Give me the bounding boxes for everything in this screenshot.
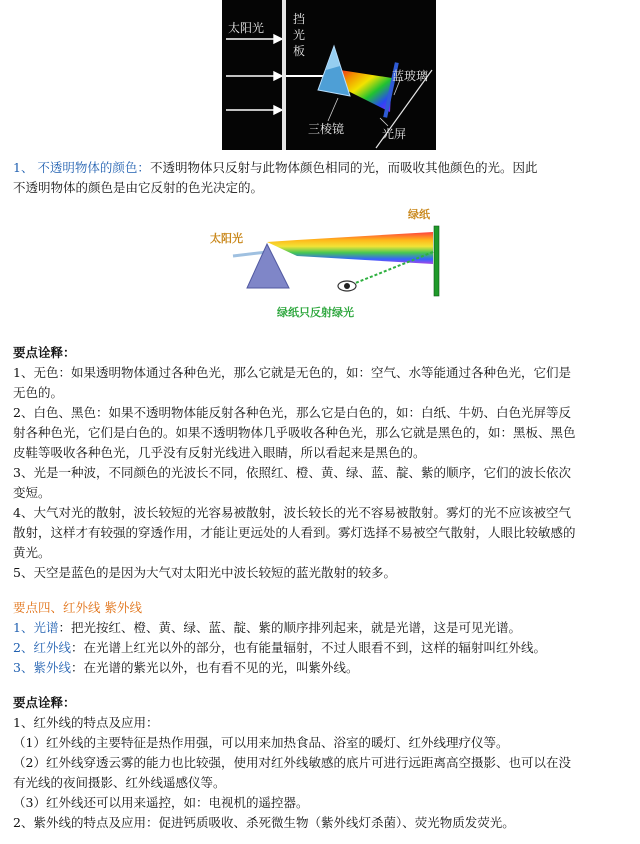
notes1-heading: 要点诠释：	[13, 345, 76, 360]
caption-green-only: 绿纸只反射绿光	[277, 306, 354, 319]
label-blue-glass: 蓝玻璃	[392, 69, 429, 83]
label-sunlight-2: 太阳光	[210, 232, 243, 245]
label-green-paper: 绿纸	[408, 208, 430, 221]
notes1-line: 无色的。	[13, 385, 64, 400]
label-board-1: 挡	[293, 12, 306, 26]
section1-lead: 1、 不透明物体的颜色：	[13, 160, 150, 175]
item-body: ：在光谱上红光以外的部分，也有能量辐射，不过人眼看不到，这样的辐射叫红外线。	[70, 640, 546, 655]
notes1-line: 皮鞋等吸收各种色光，几乎没有反射光线进入眼睛，所以看起来是黑色的。	[13, 445, 426, 460]
item-body: ：把光按红、橙、黄、绿、蓝、靛、紫的顺序排列起来，就是光谱，这是可见光谱。	[58, 620, 521, 635]
item-lead: 1、光谱	[13, 620, 59, 635]
label-board-2: 光	[293, 28, 306, 42]
notes1-line: 4、大气对光的散射，波长较短的光容易被散射，波长较长的光不容易被散射。雾灯的光不应该被空气	[13, 505, 571, 520]
green-paper-figure	[205, 200, 445, 328]
notes1-line: 3、光是一种波，不同颜色的光波长不同，依照红、橙、黄、绿、蓝、靛、紫的顺序，它们的波长依次	[13, 465, 571, 480]
section1-line2: 不透明物体的颜色是由它反射的色光决定的。	[13, 180, 264, 195]
item-body: ：在光谱的紫光以外，也有看不见的光，叫紫外线。	[70, 660, 359, 675]
notes1-line: 散射，这样才有较强的穿透作用，才能让更远处的人看到。雾灯选择不易被空气散射，人眼比较敏感的	[13, 525, 576, 540]
label-screen: 光屏	[382, 127, 407, 141]
label-board-3: 板	[293, 44, 306, 58]
notes2-heading: 要点诠释：	[13, 695, 76, 710]
section1-line1	[13, 158, 627, 178]
section4-item	[13, 658, 627, 678]
notes2-line: 有光线的夜间摄影、红外线遥感仪等。	[13, 775, 226, 790]
notes2-line: 2、紫外线的特点及应用：促进钙质吸收、杀死微生物（紫外线灯杀菌）、荧光物质发荧光。	[13, 815, 515, 830]
prism-dispersion-figure	[222, 0, 436, 150]
label-prism: 三棱镜	[308, 122, 345, 136]
label-sunlight: 太阳光	[228, 21, 265, 35]
section4-item	[13, 638, 627, 658]
notes1-line: 1、无色：如果透明物体通过各种色光，那么它就是无色的，如：空气、水等能通过各种色光，它们是	[13, 365, 571, 380]
notes1-line: 5、天空是蓝色的是因为大气对太阳光中波长较短的蓝光散射的较多。	[13, 565, 396, 580]
notes2-line: （3）红外线还可以用来遥控，如：电视机的遥控器。	[13, 795, 309, 810]
green-paper-shape	[434, 226, 439, 296]
spectrum-beam	[267, 232, 433, 264]
section1-body: 不透明物体只反射与此物体颜色相同的光，而吸收其他颜色的光。因此	[149, 160, 538, 175]
prism-shape-2	[247, 244, 289, 288]
notes1-line: 射各种色光，它们是白色的。如果不透明物体几乎吸收各种色光，那么它就是黑色的，如：黑板、黑色	[13, 425, 576, 440]
notes2-line: （1）红外线的主要特征是热作用强，可以用来加热食品、浴室的暖灯、红外线理疗仪等。	[13, 735, 509, 750]
notes2-line: 1、红外线的特点及应用：	[13, 715, 159, 730]
item-lead: 2、红外线	[13, 640, 71, 655]
item-lead: 3、紫外线	[13, 660, 71, 675]
section4-item	[13, 618, 627, 638]
notes2-line: （2）红外线穿透云雾的能力也比较强，使用对红外线敏感的底片可进行远距离高空摄影、也可以在没	[13, 755, 571, 770]
notes1-line: 2、白色、黑色：如果不透明物体能反射各种色光，那么它是白色的，如：白纸、牛奶、白色光屏等反	[13, 405, 571, 420]
notes1-line: 变短。	[13, 485, 51, 500]
notes1-line: 黄光。	[13, 545, 51, 560]
section4-title: 要点四、红外线 紫外线	[13, 600, 142, 615]
